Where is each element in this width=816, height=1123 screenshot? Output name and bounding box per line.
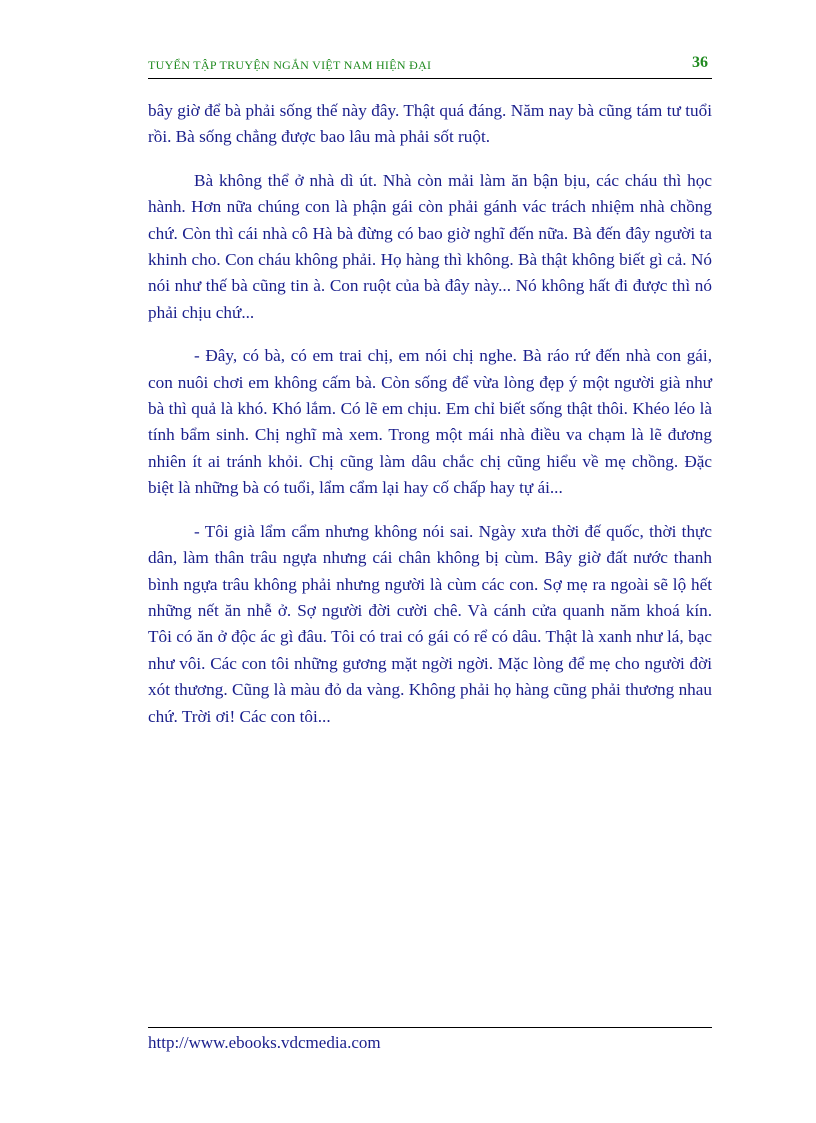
footer-divider <box>148 1027 712 1028</box>
book-title: TUYỂN TẬP TRUYỆN NGẮN VIỆT NAM HIỆN ĐẠI <box>148 58 432 72</box>
paragraph-continuation: bây giờ để bà phải sống thế này đây. Thật quá đáng. Năm nay bà cũng tám tư tuổi rồi. Bà sống chẳng được bao lâu mà phải sốt ruột. <box>148 101 712 147</box>
paragraph: - Tôi già lẩm cẩm nhưng không nói sai. Ngày xưa thời đế quốc, thời thực dân, làm thân trâu ngựa nhưng cái chân không bị cùm. Bây giờ đất nước thanh bình ngựa trâu không phải nhưng người là cùm các con. Sợ mẹ ra ngoài sẽ lộ hết những nết ăn nhễ ở. Sợ người đời cười chê. Và cánh cửa quanh năm khoá kín. Tôi có ăn ở độc ác gì đâu. Tôi có trai có gái có rể có dâu. Thật là xanh như lá, bạc như vôi. Các con tôi những gương mặt ngời ngời. Mặc lòng để mẹ cho người đời xót thương. Cũng là màu đỏ da vàng. Không phải họ hàng cũng phải thương nhau chứ. Trời ơi! Các con tôi... <box>148 521 712 726</box>
page-number: 36 <box>692 54 708 71</box>
footer-url-link[interactable]: http://www.ebooks.vdcmedia.com <box>148 1033 381 1052</box>
paragraph: Bà không thể ở nhà dì út. Nhà còn mải làm ăn bận bịu, các cháu thì học hành. Hơn nữa chúng con là phận gái còn phải gánh vác trách nhiệm nhà chồng chứ. Còn thì cái nhà cô Hà bà đừng có bao giờ nghĩ đến nữa. Bà đến đây người ta khinh cho. Con cháu không phải. Họ hàng thì không. Bà thật không biết gì cả. Nó nói như thế bà cũng tin à. Con ruột của bà đây này... Nó không hất đi được thì nó phải chịu chứ... <box>148 170 712 322</box>
story-body <box>148 98 712 747</box>
paragraph: - Đây, có bà, có em trai chị, em nói chị nghe. Bà ráo rứ đến nhà con gái, con nuôi chơi em không cấm bà. Còn sống để vừa lòng đẹp ý một người già như bà thì quả là khó. Khó lắm. Có lẽ em chịu. Em chỉ biết sống thật thôi. Khéo léo là tính bẩm sinh. Chị nghĩ mà xem. Trong một mái nhà điều va chạm là lẽ đương nhiên ít ai tránh khỏi. Chị cũng làm dâu chắc chị cũng hiểu về mẹ chồng. Đặc biệt là những bà có tuổi, lẩm cẩm lại hay cố chấp hay tự ái... <box>148 346 712 498</box>
page-header <box>148 54 712 79</box>
